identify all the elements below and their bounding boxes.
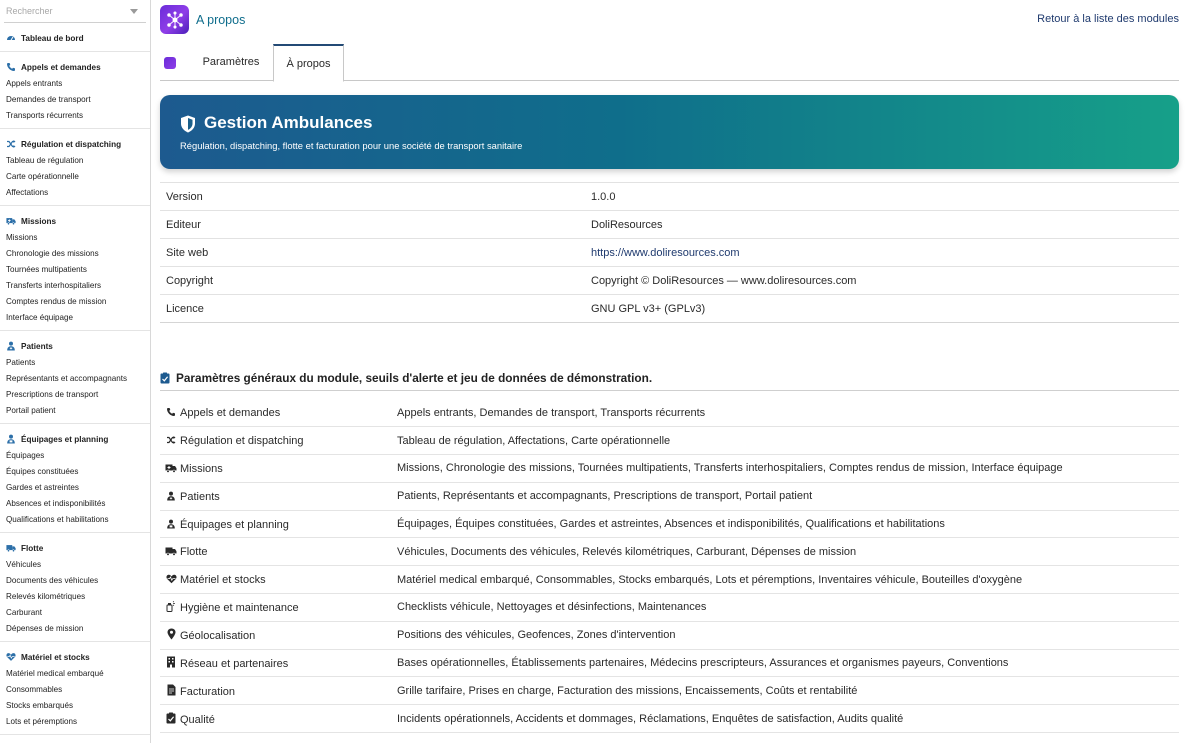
module-name-cell bbox=[160, 482, 397, 510]
truck-icon bbox=[6, 543, 16, 553]
sidebar-section-header[interactable] bbox=[0, 430, 150, 448]
module-name: Régulation et dispatching bbox=[180, 435, 304, 448]
section-heading-text: Paramètres généraux du module, seuils d'alerte et jeu de données de démonstration. bbox=[176, 371, 653, 385]
submodules-table bbox=[160, 399, 1179, 733]
sidebar-item[interactable]: Lots et péremptions bbox=[6, 717, 78, 726]
sidebar-section-header[interactable] bbox=[0, 337, 150, 355]
sidebar-item[interactable]: Comptes rendus de mission bbox=[6, 297, 107, 306]
sidebar-item[interactable]: Carte opérationnelle bbox=[6, 172, 79, 181]
sidebar-item[interactable]: Relevés kilométriques bbox=[6, 592, 86, 601]
module-logo-icon bbox=[160, 5, 189, 34]
table-row bbox=[160, 621, 1179, 649]
tab-bar bbox=[160, 44, 1179, 81]
module-features: Équipages, Équipes constituées, Gardes et astreintes, Absences et indisponibilités, Qualifications et habilitations bbox=[397, 510, 1179, 538]
sidebar-item[interactable]: Demandes de transport bbox=[6, 95, 91, 104]
invoice-icon bbox=[165, 684, 177, 696]
table-row bbox=[160, 295, 1179, 323]
ambulance-icon bbox=[6, 216, 16, 226]
sidebar-item[interactable]: Dépenses de mission bbox=[6, 624, 84, 633]
clipboard-check-icon bbox=[160, 372, 170, 384]
sidebar-section-header[interactable] bbox=[0, 539, 150, 557]
version-label: Version bbox=[160, 183, 591, 211]
website-link[interactable]: https://www.doliresources.com bbox=[591, 246, 740, 259]
sidebar-section-header[interactable] bbox=[0, 135, 150, 153]
sidebar-item[interactable]: Équipes constituées bbox=[6, 467, 79, 476]
gauge-icon bbox=[6, 33, 16, 43]
sidebar-item[interactable]: Stocks embarqués bbox=[6, 701, 74, 710]
truck-icon bbox=[165, 545, 177, 557]
module-name: Qualité bbox=[180, 713, 215, 726]
table-row bbox=[160, 267, 1179, 295]
license-value: GNU GPL v3+ (GPLv3) bbox=[591, 295, 1179, 323]
table-row bbox=[160, 183, 1179, 211]
sidebar-section bbox=[0, 331, 150, 424]
heart-pulse-icon bbox=[165, 573, 177, 585]
sidebar-item[interactable]: Interface équipage bbox=[6, 313, 74, 322]
table-row bbox=[160, 510, 1179, 538]
sidebar-sections bbox=[0, 52, 150, 735]
editor-value: DoliResources bbox=[591, 211, 1179, 239]
module-features: Patients, Représentants et accompagnants, Prescriptions de transport, Portail patient bbox=[397, 482, 1179, 510]
table-row bbox=[160, 399, 1179, 427]
module-tab-icon bbox=[164, 57, 176, 69]
sidebar-section-dashboard bbox=[0, 23, 150, 52]
shield-icon bbox=[180, 115, 196, 133]
tab-parametres[interactable]: Paramètres bbox=[202, 56, 260, 68]
sidebar-section-title: Flotte bbox=[21, 543, 44, 553]
module-features: Appels entrants, Demandes de transport, Transports récurrents bbox=[397, 399, 1179, 427]
ambulance-icon bbox=[165, 462, 177, 474]
heart-pulse-icon bbox=[6, 652, 16, 662]
sidebar-section-title: Matériel et stocks bbox=[21, 652, 90, 662]
sidebar-item[interactable]: Transferts interhospitaliers bbox=[6, 281, 102, 290]
module-name: Missions bbox=[180, 462, 223, 475]
table-row bbox=[160, 211, 1179, 239]
sidebar-section-header[interactable] bbox=[0, 648, 150, 666]
phone-icon bbox=[165, 406, 177, 418]
sidebar-item[interactable]: Chronologie des missions bbox=[6, 249, 99, 258]
table-row bbox=[160, 705, 1179, 733]
sidebar-section bbox=[0, 129, 150, 206]
section-heading bbox=[160, 366, 1179, 391]
module-name-cell bbox=[160, 455, 397, 483]
module-name-cell bbox=[160, 705, 397, 733]
sidebar-item[interactable]: Véhicules bbox=[6, 560, 42, 569]
module-name: Hygiène et maintenance bbox=[180, 602, 299, 615]
sidebar-section bbox=[0, 206, 150, 331]
search-box[interactable] bbox=[4, 1, 146, 23]
tab-a-propos[interactable]: À propos bbox=[273, 44, 344, 82]
sidebar-item[interactable]: Matériel medical embarqué bbox=[6, 669, 104, 678]
module-name: Réseau et partenaires bbox=[180, 658, 289, 671]
sidebar-section-title: Équipages et planning bbox=[21, 434, 109, 444]
module-name-cell bbox=[160, 621, 397, 649]
sidebar-item[interactable]: Équipages bbox=[6, 451, 45, 460]
sidebar-item[interactable]: Appels entrants bbox=[6, 79, 63, 88]
module-features: Tableau de régulation, Affectations, Carte opérationnelle bbox=[397, 427, 1179, 455]
sidebar-item[interactable]: Patients bbox=[6, 358, 36, 367]
module-name: Facturation bbox=[180, 685, 236, 698]
patient-icon bbox=[165, 490, 177, 502]
sidebar-section bbox=[0, 52, 150, 129]
sidebar-section-header[interactable] bbox=[0, 58, 150, 76]
sidebar-item[interactable]: Gardes et astreintes bbox=[6, 483, 79, 492]
module-name: Équipages et planning bbox=[180, 518, 289, 531]
module-name: Matériel et stocks bbox=[180, 574, 266, 587]
sidebar-item[interactable]: Documents des véhicules bbox=[6, 576, 99, 585]
module-features: Positions des véhicules, Geofences, Zones d'intervention bbox=[397, 621, 1179, 649]
banner-subtitle: Régulation, dispatching, flotte et facturation pour une société de transport sanitaire bbox=[180, 140, 523, 151]
module-name-cell bbox=[160, 677, 397, 705]
sidebar-item[interactable]: Absences et indisponibilités bbox=[6, 499, 106, 508]
table-row bbox=[160, 649, 1179, 677]
table-row bbox=[160, 482, 1179, 510]
sidebar-item[interactable]: Portail patient bbox=[6, 406, 56, 415]
sidebar-section-title: Régulation et dispatching bbox=[21, 139, 122, 149]
module-features: Missions, Chronologie des missions, Tournées multipatients, Transferts interhospitaliers, Comptes rendus de mission, Interface équipage bbox=[397, 455, 1179, 483]
module-name-cell bbox=[160, 594, 397, 622]
crew-icon bbox=[165, 518, 177, 530]
sidebar-section-title: Appels et demandes bbox=[21, 62, 101, 72]
sidebar bbox=[0, 0, 151, 743]
sidebar-item[interactable]: Missions bbox=[6, 233, 38, 242]
search-input[interactable] bbox=[4, 1, 124, 21]
crew-icon bbox=[6, 434, 16, 444]
sidebar-item[interactable]: Qualifications et habilitations bbox=[6, 515, 109, 524]
module-name: Flotte bbox=[180, 546, 208, 559]
module-features: Matériel medical embarqué, Consommables, Stocks embarqués, Lots et péremptions, Inventaires véhicule, Bouteilles d'oxygène bbox=[397, 566, 1179, 594]
back-to-modules-link[interactable]: Retour à la liste des modules bbox=[1037, 13, 1179, 25]
map-pin-icon bbox=[165, 628, 177, 640]
sidebar-item[interactable]: Carburant bbox=[6, 608, 42, 617]
top-bar bbox=[160, 5, 1179, 35]
check-square-icon bbox=[165, 712, 177, 724]
table-row bbox=[160, 677, 1179, 705]
license-label: Licence bbox=[160, 295, 591, 323]
module-name: Appels et demandes bbox=[180, 407, 281, 420]
sidebar-section bbox=[0, 642, 150, 735]
module-banner bbox=[160, 95, 1179, 169]
page-title: A propos bbox=[196, 13, 246, 27]
sidebar-section bbox=[0, 533, 150, 642]
module-name-cell bbox=[160, 399, 397, 427]
table-row bbox=[160, 427, 1179, 455]
patient-icon bbox=[6, 341, 16, 351]
sidebar-item[interactable]: Prescriptions de transport bbox=[6, 390, 99, 399]
copyright-value: Copyright © DoliResources — www.doliresources.com bbox=[591, 267, 1179, 295]
sidebar-dashboard-label: Tableau de bord bbox=[21, 33, 84, 43]
sidebar-item[interactable]: Consommables bbox=[6, 685, 63, 694]
module-features: Incidents opérationnels, Accidents et dommages, Réclamations, Enquêtes de satisfaction, Audits qualité bbox=[397, 705, 1179, 733]
module-features: Grille tarifaire, Prises en charge, Facturation des missions, Encaissements, Coûts et rentabilité bbox=[397, 677, 1179, 705]
version-value: 1.0.0 bbox=[591, 183, 1179, 211]
website-label: Site web bbox=[160, 239, 591, 267]
sidebar-item[interactable]: Représentants et accompagnants bbox=[6, 374, 128, 383]
table-row bbox=[160, 594, 1179, 622]
editor-label: Editeur bbox=[160, 211, 591, 239]
sidebar-item[interactable]: Tableau de régulation bbox=[6, 156, 84, 165]
module-info-table bbox=[160, 182, 1179, 323]
sidebar-section-title: Missions bbox=[21, 216, 57, 226]
website-cell bbox=[591, 239, 1179, 267]
building-icon bbox=[165, 656, 177, 668]
sidebar-section bbox=[0, 424, 150, 533]
table-row bbox=[160, 566, 1179, 594]
module-name-cell bbox=[160, 427, 397, 455]
sidebar-item[interactable]: Affectations bbox=[6, 188, 49, 197]
module-features: Véhicules, Documents des véhicules, Relevés kilométriques, Carburant, Dépenses de mission bbox=[397, 538, 1179, 566]
module-name: Patients bbox=[180, 490, 220, 503]
table-row bbox=[160, 239, 1179, 267]
sidebar-item[interactable]: Tournées multipatients bbox=[6, 265, 87, 274]
module-features: Checklists véhicule, Nettoyages et désinfections, Maintenances bbox=[397, 594, 1179, 622]
module-name-cell bbox=[160, 510, 397, 538]
shuffle-icon bbox=[165, 434, 177, 446]
module-features: Bases opérationnelles, Établissements partenaires, Médecins prescripteurs, Assurances et organismes payeurs, Conventions bbox=[397, 649, 1179, 677]
shuffle-icon bbox=[6, 139, 16, 149]
module-name-cell bbox=[160, 538, 397, 566]
sidebar-item[interactable]: Transports récurrents bbox=[6, 111, 84, 120]
sidebar-section-header[interactable] bbox=[0, 212, 150, 230]
module-name-cell bbox=[160, 566, 397, 594]
sidebar-item-dashboard[interactable] bbox=[0, 29, 150, 47]
spray-icon bbox=[165, 600, 177, 612]
banner-title: Gestion Ambulances bbox=[204, 113, 373, 132]
main-content bbox=[160, 0, 1179, 743]
module-name-cell bbox=[160, 649, 397, 677]
chevron-down-icon[interactable] bbox=[130, 9, 138, 14]
table-row bbox=[160, 455, 1179, 483]
table-row bbox=[160, 538, 1179, 566]
copyright-label: Copyright bbox=[160, 267, 591, 295]
sidebar-section-title: Patients bbox=[21, 341, 53, 351]
module-name: Géolocalisation bbox=[180, 630, 256, 643]
phone-icon bbox=[6, 62, 16, 72]
